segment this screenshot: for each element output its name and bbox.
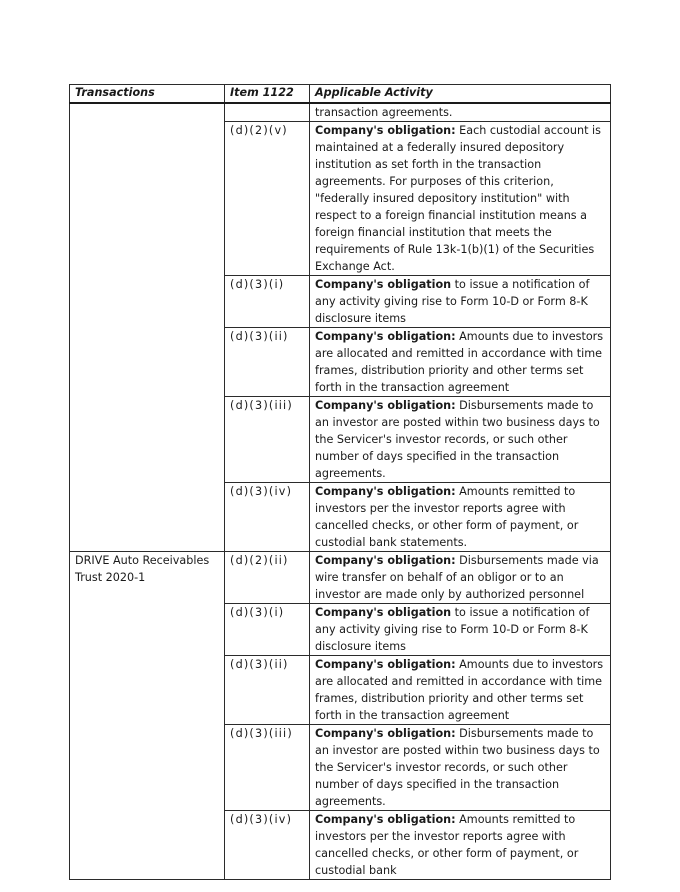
activity-cell: [310, 725, 611, 811]
activity-text: transaction agreements.: [315, 106, 453, 119]
item-cell: (d)(3)(iii): [225, 397, 310, 483]
item-cell: (d)(3)(iv): [225, 811, 310, 880]
item-cell: (d)(3)(iv): [225, 483, 310, 552]
activity-text: Amounts due to investors are allocated and remitted in accordance with time frames, distribution priority and other terms set forth in the transaction agreement: [315, 330, 604, 394]
table-row: [70, 552, 611, 604]
activity-cell: [310, 103, 611, 122]
activity-cell: [310, 656, 611, 725]
obligation-label: Company's obligation:: [315, 124, 456, 137]
table-row: [70, 103, 611, 122]
activity-text: Amounts remitted to investors per the investor reports agree with cancelled checks, or other form of payment, or custodial bank: [315, 813, 579, 877]
transaction-cell: DRIVE Auto Receivables Trust 2020-1: [70, 552, 225, 880]
obligation-label: Company's obligation:: [315, 813, 456, 826]
item-cell: (d)(3)(ii): [225, 328, 310, 397]
obligation-label: Company's obligation:: [315, 554, 456, 567]
table-header-row: [70, 85, 611, 104]
obligation-label: Company's obligation:: [315, 658, 456, 671]
activity-cell: [310, 483, 611, 552]
activity-cell: [310, 552, 611, 604]
item-cell: (d)(3)(i): [225, 276, 310, 328]
obligation-label: Company's obligation:: [315, 485, 456, 498]
item-cell: (d)(2)(v): [225, 122, 310, 276]
activity-text: Each custodial account is maintained at a federally insured depository institution as set forth in the transaction agreements. For purposes of this criterion, "federally insured depository institution" with respect to a foreign financial institution means a foreign financial institution that meets the requirements of Rule 13k-1(b)(1) of the Securities Exchange Act.: [315, 124, 601, 273]
activity-text: Disbursements made to an investor are posted within two business days to the Servicer's investor records, or such other number of days specified in the transaction agreements.: [315, 399, 600, 480]
activity-text: to issue a notification of any activity giving rise to Form 10-D or Form 8-K disclosure items: [315, 606, 590, 653]
activity-cell: [310, 328, 611, 397]
item-cell: [225, 103, 310, 122]
item-cell: (d)(2)(ii): [225, 552, 310, 604]
activity-text: Disbursements made to an investor are posted within two business days to the Servicer's investor records, or such other number of days specified in the transaction agreements.: [315, 727, 600, 808]
obligation-label: Company's obligation: [315, 278, 452, 291]
header-activity: Applicable Activity: [310, 85, 611, 104]
activity-text: Amounts due to investors are allocated and remitted in accordance with time frames, distribution priority and other terms set forth in the transaction agreement: [315, 658, 604, 722]
activity-text: Disbursements made via wire transfer on behalf of an obligor or to an investor are made only by authorized personnel: [315, 554, 599, 601]
activity-cell: [310, 811, 611, 880]
activity-text: to issue a notification of any activity giving rise to Form 10-D or Form 8-K disclosure items: [315, 278, 590, 325]
activity-cell: [310, 397, 611, 483]
obligation-label: Company's obligation:: [315, 330, 456, 343]
item-cell: (d)(3)(ii): [225, 656, 310, 725]
obligation-label: Company's obligation: [315, 606, 452, 619]
item-cell: (d)(3)(i): [225, 604, 310, 656]
obligation-label: Company's obligation:: [315, 727, 456, 740]
activity-cell: [310, 122, 611, 276]
transaction-cell: [70, 103, 225, 552]
obligation-label: Company's obligation:: [315, 399, 456, 412]
servicing-criteria-table: [69, 84, 611, 880]
activity-text: Amounts remitted to investors per the investor reports agree with cancelled checks, or other form of payment, or custodial bank statements.: [315, 485, 579, 549]
item-cell: (d)(3)(iii): [225, 725, 310, 811]
activity-cell: [310, 276, 611, 328]
header-transactions: Transactions: [70, 85, 225, 104]
activity-cell: [310, 604, 611, 656]
header-item: Item 1122: [225, 85, 310, 104]
